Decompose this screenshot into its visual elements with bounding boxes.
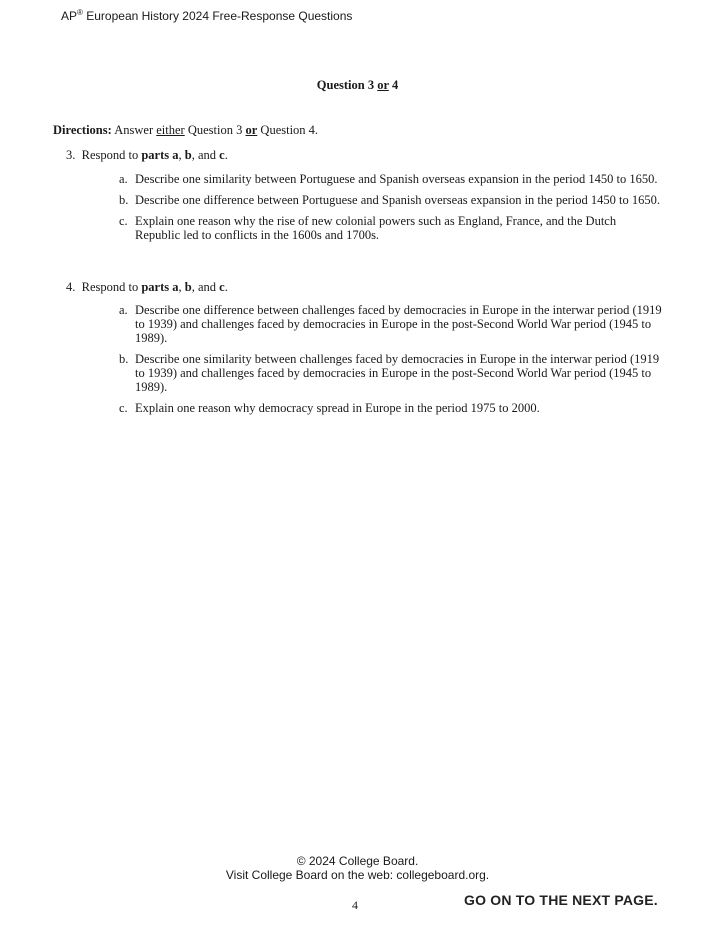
header-prefix: AP	[61, 9, 78, 23]
question-3-end: .	[224, 148, 228, 162]
page-header	[61, 8, 352, 23]
part-text: Describe one difference between challenges faced by democracies in Europe in the interwar period (1919 to 1939) and challenges faced by democracies in Europe in the post-Second World War period (1945 to 1989).	[135, 303, 662, 345]
visit-text: Visit College Board on the web: collegeboard.org.	[225, 868, 490, 882]
question-4-number: 4.	[66, 280, 76, 294]
question-4-part-c: c	[219, 280, 225, 294]
question-title-part2: 4	[388, 78, 399, 92]
part-label: b.	[119, 193, 129, 207]
question-3b	[119, 193, 664, 207]
question-4b	[119, 352, 664, 394]
question-3-part-a: parts a	[141, 148, 179, 162]
directions-or: or	[245, 123, 258, 137]
question-3c	[119, 214, 664, 242]
part-text: Describe one similarity between Portuguese and Spanish overseas expansion in the period 1450 to 1650.	[135, 172, 658, 186]
directions-label: Directions:	[53, 123, 112, 137]
question-4-part-a: parts a	[141, 280, 179, 294]
part-text: Describe one difference between Portuguese and Spanish overseas expansion in the period 1450 to 1650.	[135, 193, 660, 207]
question-3-part-b: b	[184, 148, 192, 162]
question-3a	[119, 172, 664, 186]
question-3-part-c: c	[219, 148, 225, 162]
directions-either: either	[156, 123, 185, 137]
directions-text-1: Answer	[111, 123, 157, 137]
part-label: a.	[119, 303, 128, 317]
part-text: Explain one reason why democracy spread in Europe in the period 1975 to 2000.	[135, 401, 540, 415]
part-text: Explain one reason why the rise of new colonial powers such as England, France, and the Dutch Republic led to conflicts in the 1600s and 1700s.	[135, 214, 617, 242]
question-3-text: Respond to	[81, 148, 142, 162]
copyright-text: © 2024 College Board.	[296, 854, 419, 868]
part-label: b.	[119, 352, 129, 366]
directions	[53, 123, 318, 138]
question-3-prompt	[66, 148, 228, 163]
page-footer	[0, 854, 715, 882]
question-4-text: Respond to	[81, 280, 142, 294]
question-3-sep-1: ,	[178, 148, 185, 162]
question-4-sep-1: ,	[178, 280, 185, 294]
question-title-or: or	[377, 78, 389, 92]
directions-text-2: Question 3	[184, 123, 246, 137]
page-number: 4	[352, 898, 358, 912]
question-3-sep-2: , and	[191, 148, 220, 162]
question-4-prompt	[66, 280, 228, 295]
question-4-sep-2: , and	[191, 280, 220, 294]
question-4c	[119, 401, 664, 415]
question-4-part-b: b	[184, 280, 192, 294]
part-label: a.	[119, 172, 128, 186]
question-title	[0, 78, 715, 93]
registered-mark: ®	[77, 8, 83, 17]
part-label: c.	[119, 401, 128, 415]
directions-text-3: Question 4.	[257, 123, 319, 137]
question-4-end: .	[224, 280, 228, 294]
part-text: Describe one similarity between challenges faced by democracies in Europe in the interwar period (1919 to 1939) and challenges faced by democracies in Europe in the post-Second World War period (1945 to 1989).	[135, 352, 660, 394]
question-3-number: 3.	[66, 148, 76, 162]
next-page-notice: GO ON TO THE NEXT PAGE.	[464, 892, 658, 908]
question-3-parts	[119, 172, 664, 249]
part-label: c.	[119, 214, 128, 228]
question-4-parts	[119, 303, 664, 422]
question-title-part1: Question 3	[316, 78, 378, 92]
header-title: European History 2024 Free-Response Questions	[82, 9, 353, 23]
question-4a	[119, 303, 664, 345]
